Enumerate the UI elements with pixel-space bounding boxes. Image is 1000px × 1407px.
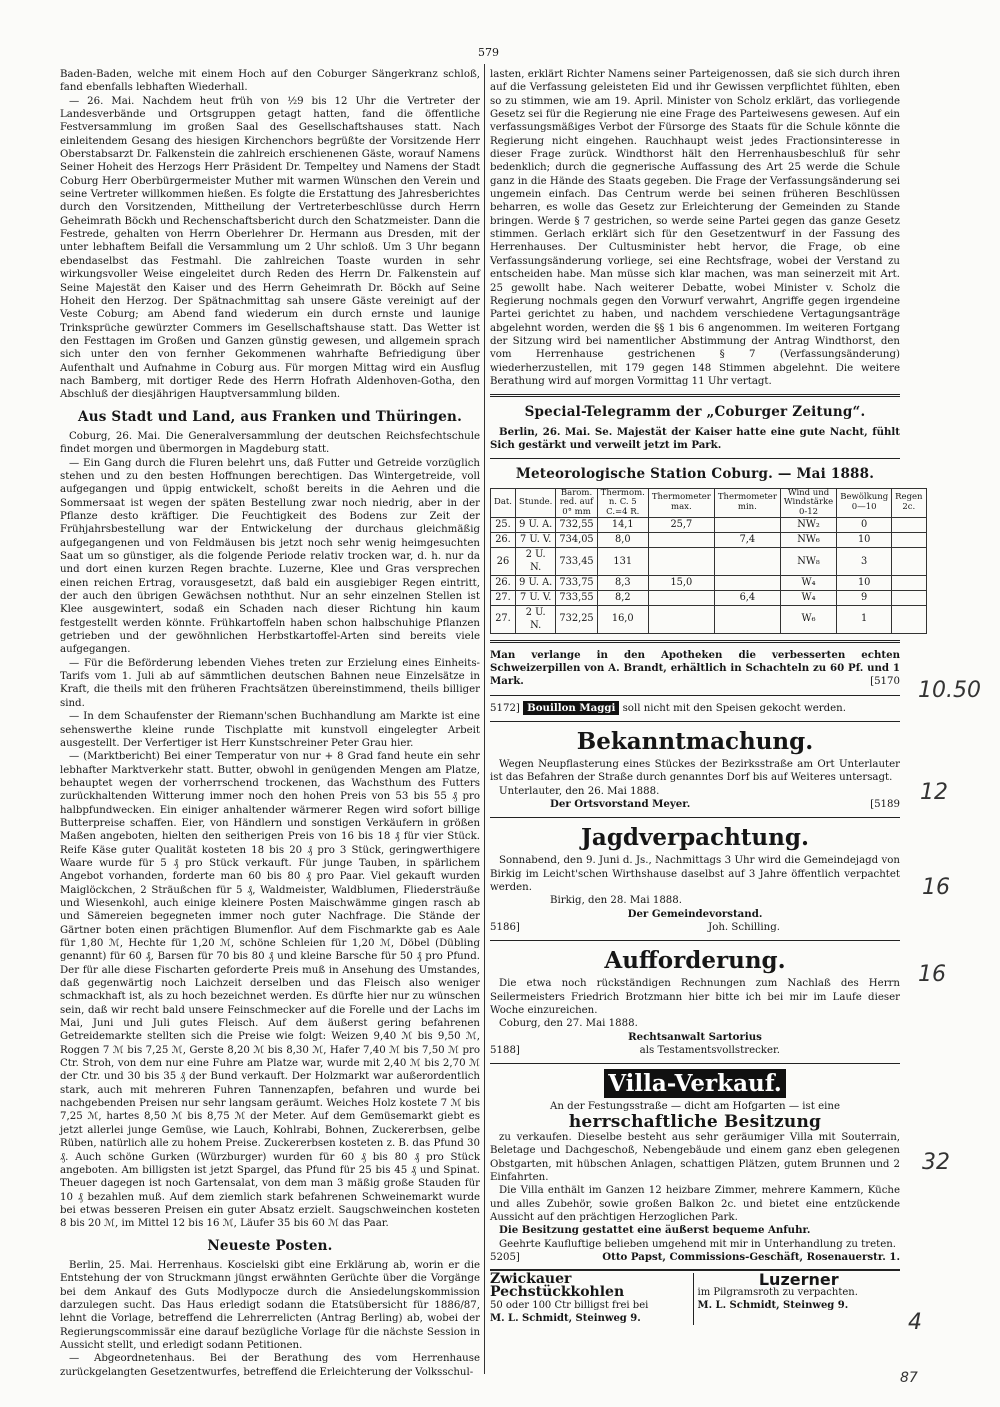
weather-cell: 25,7 — [648, 518, 714, 533]
ad-signature: Rechtsanwalt Sartorius — [628, 1030, 762, 1043]
ad-signature: Der Ortsvorstand Meyer. — [550, 797, 691, 810]
section-heading: Neueste Posten. — [207, 1237, 333, 1254]
weather-cell: 26. — [491, 575, 516, 590]
ad-signature: Otto Papst, Commissions-Geschäft, Rosenauerstr. 1. — [602, 1251, 900, 1264]
handwritten-note: 12 — [920, 780, 948, 805]
article-paragraph: Baden-Baden, welche mit einem Hoch auf den Coburger Sängerkranz schloß, fand ebenfalls lebhaften Wiederhall. — [60, 69, 480, 94]
weather-cell: 2 U. N. — [516, 605, 556, 633]
weather-cell: 10 — [837, 575, 892, 590]
weather-table-header — [491, 488, 927, 518]
weather-heading: Meteorologische Station Coburg. — Mai 1888. — [515, 466, 875, 483]
weather-cell: 27. — [491, 590, 516, 605]
handwritten-note: 10.50 — [918, 678, 981, 703]
weather-cell: 8,0 — [597, 533, 648, 548]
weather-cell — [714, 548, 780, 576]
weather-cell: 25. — [491, 518, 516, 533]
weather-cell: 9 — [837, 590, 892, 605]
ad-text: im Pilgramsroth zu verpachten. — [697, 1286, 858, 1298]
column-rule — [484, 64, 485, 1374]
left-column — [60, 68, 480, 1379]
weather-col-header: Barom. red. auf 0° mm — [556, 488, 597, 518]
weather-row — [491, 548, 927, 576]
ad-title — [490, 1070, 900, 1097]
weather-col-header: Dat. — [491, 488, 516, 518]
weather-col-header: Wind und Windstärke 0-12 — [780, 488, 836, 518]
article-paragraph: lasten, erklärt Richter Namens seiner Parteigenossen, daß sie sich durch ihren auf die Verfassung geleisteten Eid und ihr Gewissen verpflichtet fühlten, eben so zu stimmen, wie am 19. April. Minister von Scholz erklärt, das vorliegende Gesetz sei für die Regierung nie eine Frage des Parteiwesens gewesen. Auf ein verfassungsmäßiges Verbot der Fürsorge des Staats für die Schule könnte die Regierung nicht eingehen. Rauchhaupt weist jedes Fractionsinteresse in dieser Frage zurück. Windthorst hält den Herrenhausbeschluß für sehr bedenklich; durch die gegnerische Auffassung des Art 25 werde die Schule ganz in die Hände des Staats gegeben. Die Frage der Verfassungsänderung sei ungemein einfach. Das Centrum werde bei seinen früheren Beschlüssen beharren, es wolle das Gesetz zur Erleichterung der Gemeinden zu Stande bringen. Werde § 7 gestrichen, so werde seine Partei gegen das ganze Gesetz stimmen. Gerlach erklärt sich für den Gesetzentwurf in der Fassung des Herrenhauses. Der Cultusminister hebt hervor, die Frage, ob eine Verfassungsänderung vorliege, sei eine Rechtsfrage, wobei der Verstand zu entscheiden habe. Man müsse sich klar machen, was man seinerzeit mit Art. 25 gewollt habe. Nach weiterer Debatte, wobei Minister v. Scholz die Regierung nochmals gegen den Vorwurf verwahrt, Angriffe gegen irgendeine Partei gerichtet zu haben, und nachdem verschiedene Vertagungsanträge abgelehnt worden, werden die §§ 1 bis 6 angenommen. Im weiteren Fortgang der Sitzung wird bei namentlicher Abstimmung der Antrag Windthorst, den vom Herrenhause gestrichenen § 7 (Verfassungsänderung) wiederherzustellen, mit 179 gegen 148 Stimmen abgelehnt. Die weitere Berathung wird auf morgen Vormittag 11 Uhr vertagt. — [490, 69, 900, 387]
weather-cell — [648, 533, 714, 548]
divider — [490, 721, 900, 722]
weather-cell: 8,2 — [597, 590, 648, 605]
weather-row — [491, 590, 927, 605]
weather-cell — [892, 548, 926, 576]
divider — [490, 394, 900, 397]
ad-signature: Der Gemeindevorstand. — [627, 907, 763, 920]
ad-text: Geehrte Kaufluftige belieben umgehend mit mir in Unterhandlung zu treten. — [499, 1238, 897, 1250]
ad-ref: 5205] — [490, 1252, 520, 1264]
weather-cell: 734,05 — [556, 533, 597, 548]
weather-cell: 26. — [491, 533, 516, 548]
weather-cell: 10 — [837, 533, 892, 548]
ad-title-text: Villa-Verkauf. — [604, 1069, 786, 1098]
ad-text: Sonnabend, den 9. Juni d. Js., Nachmittags 3 Uhr wird die Gemeindejagd von Birkig im Leicht'schen Wirthshause daselbst auf 3 Jahre öffentlich verpachtet werden. — [490, 855, 900, 893]
ad-title: Luzerner — [758, 1269, 839, 1289]
divider — [490, 458, 900, 459]
weather-cell — [892, 575, 926, 590]
ad-place: Coburg, den 27. Mai 1888. — [499, 1018, 638, 1030]
ad-title: Aufforderung. — [604, 947, 786, 975]
ad-text: Die etwa noch rückständigen Rechnungen zum Nachlaß des Herrn Seilermeisters Friedrich Brotzmann hier bitte ich bei mir im Laufe dieser Woche einzureichen. — [490, 978, 900, 1016]
weather-cell: 15,0 — [648, 575, 714, 590]
weather-cell: 6,4 — [714, 590, 780, 605]
ad-signature-row — [490, 798, 900, 811]
weather-cell: W₄ — [780, 575, 836, 590]
weather-cell — [714, 575, 780, 590]
weather-cell — [892, 590, 926, 605]
weather-cell: 3 — [837, 548, 892, 576]
ad-text: Die Besitzung gestattet eine äußerst bequeme Anfuhr. — [499, 1224, 811, 1237]
article-paragraph: — Abgeordnetenhaus. Bei der Berathung des vom Herrenhause zurückgelangten Gesetzentwurfes, betreffend die Erleichterung der Volksschul- — [60, 1353, 480, 1378]
weather-cell: 732,55 — [556, 518, 597, 533]
divider — [490, 695, 900, 696]
weather-col-header: Thermom. n. C. 5 C.=4 R. — [597, 488, 648, 518]
ad-luzerner — [693, 1269, 901, 1325]
weather-cell: NW₂ — [780, 518, 836, 533]
weather-cell — [714, 518, 780, 533]
article-paragraph: Coburg, 26. Mai. Die Generalversammlung der deutschen Reichsfechtschule findet morgen und übermorgen in Magdeburg statt. — [60, 430, 480, 456]
weather-cell — [648, 590, 714, 605]
weather-cell: NW₆ — [780, 533, 836, 548]
ad-signature: M. L. Schmidt, Steinweg 9. — [697, 1299, 849, 1311]
telegram-text: Berlin, 26. Mai. Se. Majestät der Kaiser hatte eine gute Nacht, fühlt Sich gestärkt und verweilt jetzt im Park. — [490, 425, 900, 451]
ad-ref: 5172] — [490, 702, 520, 714]
ad-box-row — [490, 1269, 900, 1325]
ad-ref: 5188] — [490, 1045, 520, 1057]
weather-cell: 9 U. A. — [516, 575, 556, 590]
weather-cell: 733,55 — [556, 590, 597, 605]
weather-cell: 733,75 — [556, 575, 597, 590]
ad-text: Die Villa enthält im Ganzen 12 heizbare Zimmer, mehrere Kammern, Küche und alles Zubehör, sowie großen Balkon 2c. und bietet eine entzückende Aussicht auf den prächtigen Herzoglichen Park. — [490, 1185, 900, 1224]
weather-cell: 8,3 — [597, 575, 648, 590]
article-paragraph: — Für die Beförderung lebenden Viehes treten zur Erzielung eines Einheits-Tarifs vom 1. Juli ab auf sämmtlichen deutschen Bahnen neue Einzelsätze in Kraft, die theils mit den früheren Frachtsätzen übereinstimmend, theils billiger sind. — [60, 657, 480, 709]
weather-row — [491, 518, 927, 533]
weather-cell — [648, 548, 714, 576]
page-number: 579 — [478, 46, 499, 59]
weather-row — [491, 605, 927, 633]
ad-place: Birkig, den 28. Mai 1888. — [550, 895, 682, 907]
weather-cell — [892, 518, 926, 533]
ad-pills — [490, 649, 900, 689]
weather-cell: W₆ — [780, 605, 836, 633]
ad-ref: 5186] — [490, 921, 520, 933]
handwritten-note: 32 — [922, 1150, 950, 1175]
weather-cell: 2 U. N. — [516, 548, 556, 576]
ad-text: zu verkaufen. Dieselbe besteht aus sehr geräumiger Villa mit Souterrain, Beletage und Dachgeschoß, Nebengebäude und einem ganz eben gelegenen Obstgarten, mit hübschen Anlagen, schattigen Plätzen, gutem Brunnen und 2 Einfahrten. — [490, 1132, 900, 1184]
article-paragraph: — (Marktbericht) Bei einer Temperatur von nur + 8 Grad fand heute ein sehr lebhafter Marktverkehr statt. Butter, obwohl in genügenden Mengen am Platze, behauptet wegen der vorherrschend trockenen, das Wachsthum des Futters zurückhaltenden Witterung immer noch den hohen Preis von 53 bis 55 ₰ pro halbpfundwecken. Ein einiger anhaltender wärmerer Regen wird sofort billige Butterpreise schaffen. Eier, von Händlern und sonstigen Verkäufern in größen Maßen angeboten, hielten den seitherigen Preis von 16 bis 18 ₰ für vier Stück. Reife Käse guter Qualität kosteten 18 bis 20 ₰ pro 3 Stück, geringwerthigere Waare wurde für 5 ₰ pro Stück verkauft. Für junge Tauben, in spärlichem Angebot vorhanden, forderte man 60 bis 80 ₰ pro Paar. Viel gekauft wurden Maiglöckchen, 2 Sträußchen für 5 ₰, Waldmeister, Waldblumen, Fliedersträuße und Wiesenkohl, auch einige kleinere Posten Maischwämme gingen rasch ab und Sämereien begegneten immer noch guter Nachfrage. Die Stände der Gärtner boten einen prächtigen Blumenflor. Auf dem Fischmarkte gab es Aale für 1,80 ℳ, Hechte für 1,20 ℳ, schöne Schleien für 1,20 ℳ, Döbel (Dübling genannt) für 60 ₰, Barsen für 70 bis 80 ₰ und kleine Barsche für 50 ₰ pro Pfund. Der für alle diese Fischarten geforderte Preis muß in Ansehung des Umstandes, daß gegenwärtig noch Laichzeit derselben und das Fleisch also weniger schmackhaft ist, als zu hoch bezeichnet werden. Es dürfte hier nur zu wünschen sein, daß wir recht bald unsere Feinschmecker auf die Forelle und der Lachs im Mai, Juni und Juli gutes Fleisch. Auf dem äußerst gering befahrenen Getreidemarkte stellten sich die Preise wie folgt: Weizen 9,40 ℳ bis 9,50 ℳ, Roggen 7 ℳ bis 7,25 ℳ, Gerste 8,20 ℳ bis 8,30 ℳ, Hafer 7,40 ℳ bis 7,50 ℳ pro Ctr. Stroh, von dem nur eine Fuhre am Platze war, wurde mit 2,40 ℳ bis 2,70 ℳ der Ctr. und 30 bis 35 ₰ der Bund verkauft. Der Holzmarkt war außerordentlich stark, auch mit mehreren Fuhren Tannenzapfen, befahren und wurde bei nachgebenden Preisen nur sehr langsam geräumt. Weiches Holz kostete 7 ℳ bis 7,25 ℳ, hartes 8,50 ℳ bis 8,75 ℳ der Meter. Auf dem Gemüsemarkt giebt es jetzt allerlei junge Gemüse, wie Lauch, Kohlrabi, Bohnen, Zuckererbsen, gelbe Rüben, natürlich alle zu hohem Preise. Zuckererbsen kosteten z. B. das Pfund 30 ₰. Auch schöne Gurken (Würzburger) wurden für 60 ₰ bis 80 ₰ pro Stück angeboten. Am billigsten ist jetzt Spargel, das Pfund für 25 bis 45 ₰ und Spinat. Theuer dagegen ist noch Gartensalat, von dem man 3 mäßig große Stauden für 10 ₰ bezahlen muß. Auf dem ziemlich stark befahrenen Schweinemarkt wurde bei etwas besseren Preisen ein guter Absatz erzielt. Saugschweinchen kosteten 8 bis 20 ℳ, im Mittel 12 bis 16 ℳ, Läufer 35 bis 60 ℳ das Paar. — [60, 751, 480, 1230]
weather-col-header: Stunde. — [516, 488, 556, 518]
weather-cell: 26 — [491, 548, 516, 576]
weather-col-header: Bewölkung 0—10 — [837, 488, 892, 518]
weather-cell: 0 — [837, 518, 892, 533]
ad-signature: als Testamentsvollstrecker. — [639, 1045, 780, 1057]
handwritten-note: 16 — [918, 962, 946, 987]
ad-place: Unterlauter, den 26. Mai 1888. — [499, 785, 660, 797]
weather-cell: 7 U. V. — [516, 533, 556, 548]
weather-cell: NW₈ — [780, 548, 836, 576]
ad-text: Wegen Neupflasterung eines Stückes der Bezirksstraße am Ort Unterlauter ist das Befahren der Straße durch genanntes Dorf bis auf Weiteres untersagt. — [490, 758, 900, 784]
weather-cell — [648, 605, 714, 633]
divider — [490, 940, 900, 941]
ad-ref: [5170 — [870, 676, 900, 688]
ad-signature: M. L. Schmidt, Steinweg 9. — [490, 1312, 641, 1324]
ad-signature-row — [490, 921, 900, 934]
ad-title: Zwickauer Pechstückkohlen — [490, 1270, 625, 1300]
article-paragraph: Berlin, 25. Mai. Herrenhaus. Koscielski gibt eine Erklärung ab, worin er die Entstehung der von Struckmann jüngst erwähnten Gerüchte über die Vorgänge bei dem Ankauf des Guts Modlypocze durch die Ansiedelungskommission darzulegen sucht. Das Haus erledigt sodann die Etatsübersicht für 1886/87, lehnt die Vorlage, betreffend die Lehrerrelicten (Antrag Berling) ab, wobei der Regierungscommissär eine darauf bezügliche Vorlage für die nächste Session in Aussicht stellt, und erledigt sodann Petitionen. — [60, 1259, 480, 1351]
divider — [490, 640, 900, 643]
ad-headline: herrschaftliche Besitzung — [568, 1111, 822, 1132]
weather-cell: 16,0 — [597, 605, 648, 633]
weather-cell — [892, 605, 926, 633]
weather-row — [491, 575, 927, 590]
weather-cell: 733,45 — [556, 548, 597, 576]
section-heading: Aus Stadt und Land, aus Franken und Thüringen. — [78, 408, 462, 425]
ad-signature-row — [490, 1044, 900, 1057]
weather-cell: 1 — [837, 605, 892, 633]
telegram-heading: Special-Telegramm der „Coburger Zeitung“. — [524, 404, 866, 421]
ad-text: 50 oder 100 Ctr billigst frei bei — [490, 1299, 649, 1311]
article-paragraph: — In dem Schaufenster der Riemann'schen Buchhandlung am Markte ist eine sehenswerthe kleine runde Tischplatte mit kunstvoll eingelegter Arbeit ausgestellt. Der Verfertiger ist Herr Kunstschreiner Peter Grau hier. — [60, 711, 480, 749]
article-paragraph: — 26. Mai. Nachdem heut früh von ½9 bis 12 Uhr die Vertreter der Landesverbände und Ortsgruppen getagt hatten, fand die öffentliche Festversammlung im großen Saal des Gesellschaftshauses statt. Nach einleitendem Gesang des hiesigen Kirchenchors begrüßte der Vorsitzende Herr Oberstabsarzt Dr. Falkenstein die zahlreich erschienenen Gäste, worauf Namens Seiner Hoheit des Herzogs Herr Präsident Dr. Tempeltey und Namens der Stadt Coburg Herr Oberbürgermeister Muther mit warmen Wünschen den Verein und seine Vertreter willkommen hießen. Es folgte die Erstattung des Jahresberichtes durch den Vorsitzenden, Mittheilung der Vertreterbeschlüsse durch Herrn Geheimrath Böckh und Rechenschaftsbericht durch den Schatzmeister. Dann die Festrede, gehalten von Herrn Oberlehrer Dr. Hermann aus Dresden, mit der unter lebhaftem Beifall die Versammlung um 2 Uhr schloß. Um 3 Uhr begann ebendaselbst das Festmahl. Die zahlreichen Toaste wurden in sehr wirkungsvoller Weise eingeleitet durch Reden des Herrn Dr. Falkenstein auf Seine Majestät den Kaiser und des Herrn Geheimrath Dr. Böckh auf Seine Hoheit den Herzog. Der Spätnachmittag sah unsere Gäste vereinigt auf der Veste Coburg; am Abend fand wiederum ein durch ernste und launige Trinksprüche gewürzter Commers im Gesellschaftshause statt. Das Wetter ist den Festtagen im Großen und Ganzen günstig gewesen, und allgemein sprach sich unter den von fernher Gekommenen wahrhafte Befriedigung über Aufenthalt und Aufnahme in Coburg aus. Für morgen Mittag wird ein Ausflug nach Bamberg, mit dortiger Rede des Herrn Hofrath Aldenhoven-Gotha, den Abschluß der diesjährigen Hauptversammlung bilden. — [60, 95, 480, 401]
ad-signature-row — [490, 1251, 900, 1264]
weather-cell: 14,1 — [597, 518, 648, 533]
weather-table — [490, 488, 927, 634]
weather-cell: 131 — [597, 548, 648, 576]
divider — [490, 817, 900, 818]
weather-cell: W₄ — [780, 590, 836, 605]
ad-title: Jagdverpachtung. — [581, 824, 809, 852]
ad-text: Man verlange in den Apotheken die verbesserten echten Schweizerpillen von A. Brandt, erhältlich in Schachteln zu 60 Pf. und 1 Mark. — [490, 648, 900, 688]
handwritten-note: 87 — [900, 1370, 918, 1386]
ad-maggi — [490, 702, 900, 715]
weather-cell: 27. — [491, 605, 516, 633]
ad-subtitle: An der Festungsstraße — dicht am Hofgarten — ist eine — [550, 1101, 840, 1113]
article-paragraph: — Ein Gang durch die Fluren belehrt uns, daß Futter und Getreide vorzüglich stehen und zu den besten Hoffnungen berechtigen. Das Wintergetreide, voll aufgegangen und üppig entwickelt, schoßt bereits in die Aehren und die Sommersaat ist wegen der späten Bestellung zwar noch niedrig, aber in der Pflanze desto kräftiger. Die Feuchtigkeit des Bodens zur Zeit der Frühjahrsbestellung war der Entwickelung der durchaus gleichmäßig aufgegangenen und von Feldmäusen bis jetzt noch sehr wenig heimgesuchten Saat um so günstiger, als die folgende Periode relativ trocken war, d. h. nur da und dort einen kurzen Regen brachte. Luzerne, Klee und Gras versprechen einen reichen Ertrag, vorausgesetzt, daß bald ein ausgiebiger Regen eintritt, der auch den übrigen Gewächsen noththut. Nur an sehr einzelnen Stellen ist Klee ausgewintert, sodaß ein Schaden nach dieser Richtung hin kaum festgestellt werden könnte. Frühkartoffeln haben schon halbschuhige Pflanzen getrieben und der gewöhnlichen Herbstkartoffel-Arten sind bereits viele aufgegangen. — [60, 457, 480, 656]
weather-cell: 7,4 — [714, 533, 780, 548]
weather-row — [491, 533, 927, 548]
weather-col-header: Thermometer min. — [714, 488, 780, 518]
divider — [490, 1063, 900, 1064]
weather-cell: 7 U. V. — [516, 590, 556, 605]
ad-ref: [5189 — [870, 798, 900, 810]
weather-cell — [892, 533, 926, 548]
weather-col-header: Thermometer max. — [648, 488, 714, 518]
weather-cell: 732,25 — [556, 605, 597, 633]
ad-coal — [490, 1270, 693, 1325]
ad-title: Bouillon Maggi — [523, 701, 619, 715]
weather-cell — [714, 605, 780, 633]
weather-col-header: Regen 2c. — [892, 488, 926, 518]
right-column — [490, 68, 923, 1325]
weather-table-body — [491, 518, 927, 633]
handwritten-note: 16 — [922, 875, 950, 900]
handwritten-note: 4 — [908, 1310, 922, 1335]
weather-cell: 9 U. A. — [516, 518, 556, 533]
ad-title: Bekanntmachung. — [576, 727, 814, 755]
ad-signature: Joh. Schilling. — [708, 921, 780, 933]
ad-text: soll nicht mit den Speisen gekocht werden. — [622, 702, 846, 714]
